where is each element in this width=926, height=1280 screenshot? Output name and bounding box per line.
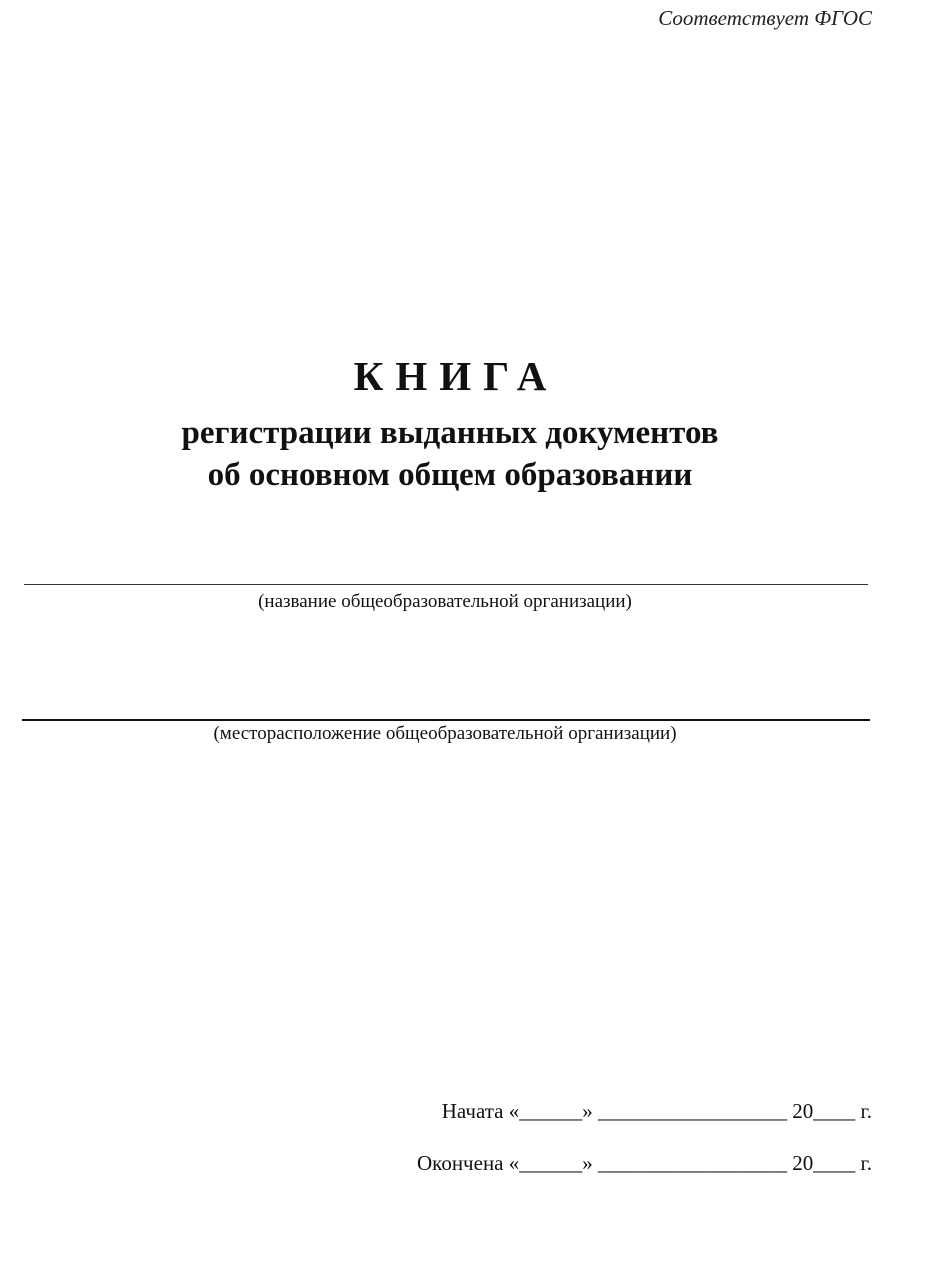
book-title: КНИГА xyxy=(353,353,559,399)
organization-location-line xyxy=(22,719,870,721)
finished-date-text: Окончена «______» __________________ 20____ г. xyxy=(417,1151,872,1175)
organization-name-line xyxy=(24,584,868,585)
organization-location-caption: (месторасположение общеобразовательной организации) xyxy=(213,723,677,744)
fgos-compliance-note: Соответствует ФГОС xyxy=(658,6,872,30)
organization-name-caption: (название общеобразовательной организации) xyxy=(258,591,632,612)
title-block xyxy=(0,352,900,496)
subtitle-line-1: регистрации выданных документов xyxy=(181,415,719,451)
started-date-row xyxy=(442,1098,872,1124)
subtitle-line-2: об основном общем образовании xyxy=(207,457,693,493)
finished-date-row xyxy=(417,1150,872,1176)
started-date-text: Начата «______» __________________ 20____ г. xyxy=(441,1099,872,1123)
